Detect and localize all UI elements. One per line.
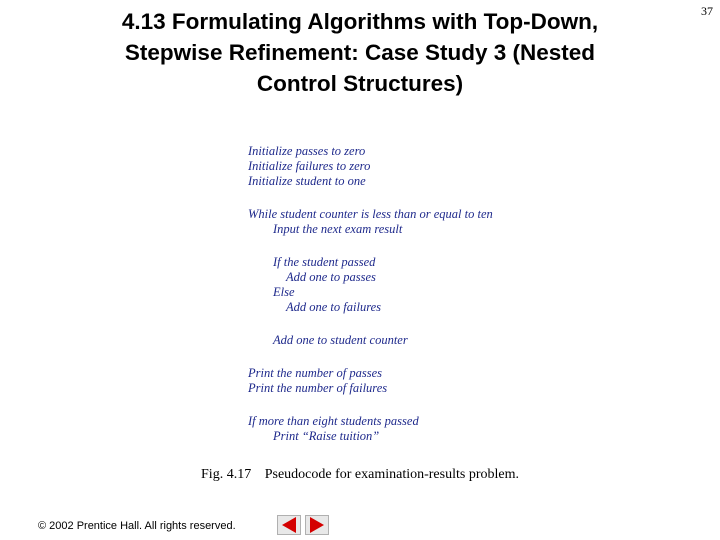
pseudocode-line: Initialize failures to zero [248, 159, 371, 173]
copyright-notice: © 2002 Prentice Hall. All rights reserved. [38, 520, 236, 532]
next-slide-button[interactable] [305, 515, 329, 535]
pseudocode-line: Else [273, 285, 295, 299]
spacer [248, 348, 493, 366]
spacer [248, 237, 493, 255]
caption-text: Pseudocode for examination-results problem. [264, 467, 519, 482]
spacer [248, 315, 493, 333]
pseudocode-line: Print the number of passes [248, 366, 383, 380]
spacer [248, 189, 493, 207]
pseudocode-line: Initialize student to one [248, 174, 366, 188]
spacer [248, 396, 493, 414]
title-line-3: Control Structures) [256, 71, 464, 96]
pseudocode-line: If the student passed [273, 255, 376, 269]
page-number: 37 [701, 4, 713, 18]
figure-number: Fig. 4.17 [201, 467, 252, 482]
pseudocode-line: Print “Raise tuition” [273, 429, 380, 443]
pseudocode-block [248, 144, 493, 444]
pseudocode-line: Print the number of failures [248, 381, 388, 395]
pseudocode-line: Input the next exam result [273, 222, 403, 236]
previous-slide-button[interactable] [277, 515, 301, 535]
next-arrow-icon [310, 517, 324, 533]
pseudocode-line: Initialize passes to zero [248, 144, 366, 158]
previous-arrow-icon [282, 517, 296, 533]
slide-title [40, 6, 680, 99]
figure-caption [0, 467, 720, 483]
pseudocode-line: Add one to passes [286, 270, 376, 284]
pseudocode-line: Add one to failures [286, 300, 382, 314]
pseudocode-line: Add one to student counter [273, 333, 408, 347]
title-line-1: 4.13 Formulating Algorithms with Top-Down, [121, 9, 599, 34]
pseudocode-line: If more than eight students passed [248, 414, 419, 428]
slide-navigation [277, 515, 329, 535]
pseudocode-line: While student counter is less than or equal to ten [248, 207, 493, 221]
title-line-2: Stepwise Refinement: Case Study 3 (Nested [124, 40, 596, 65]
